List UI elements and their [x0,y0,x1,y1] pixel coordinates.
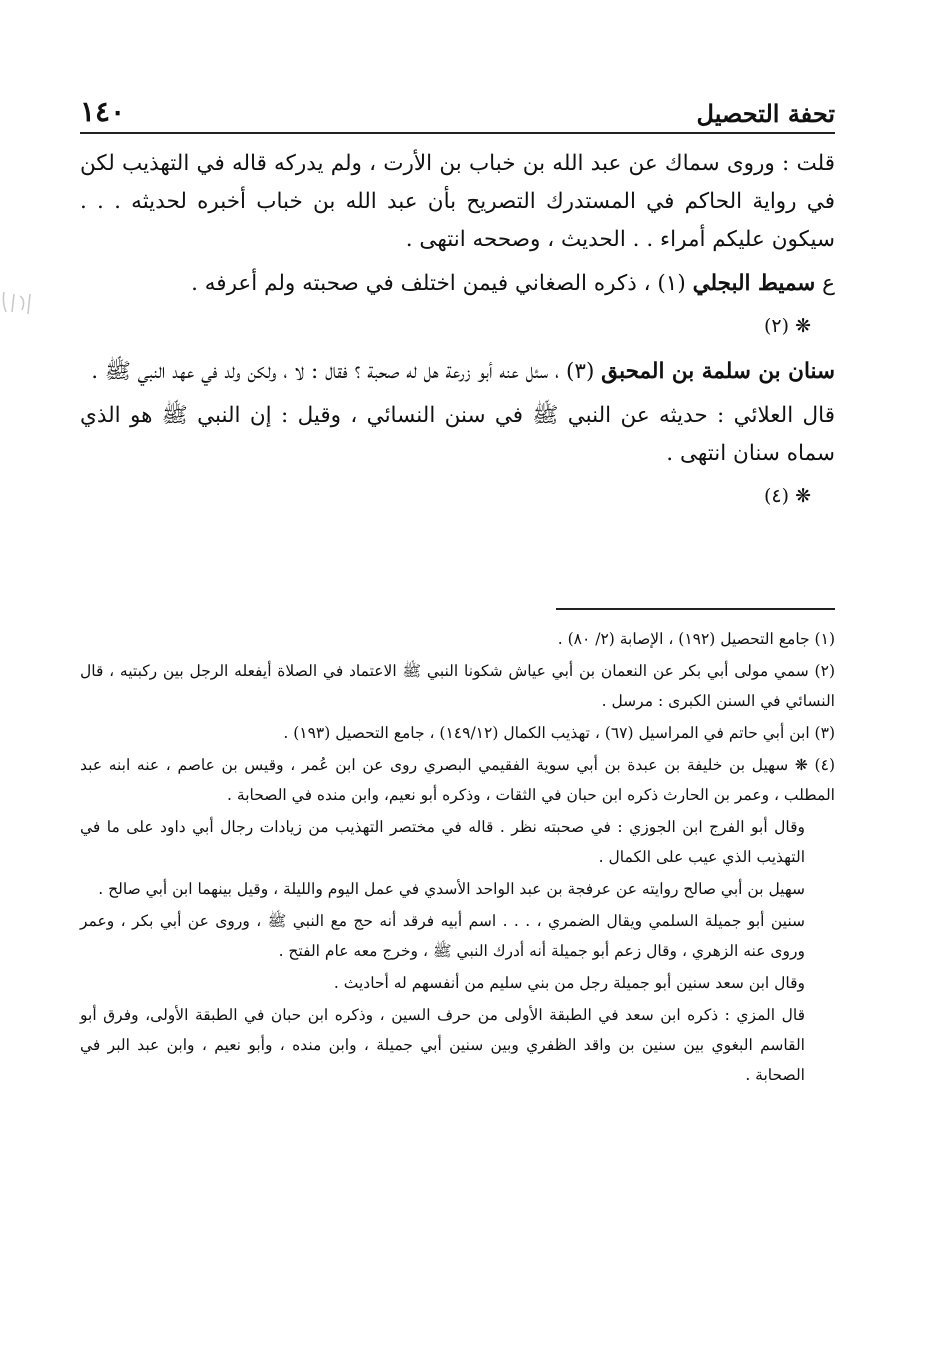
margin-scribble [0,286,38,318]
footnote-4-continuation: سهيل بن أبي صالح روايته عن عرفجة بن عبد الواحد الأسدي في عمل اليوم والليلة ، وقيل بينهما ابن أبي صالح . [98,880,805,898]
footnote-3: (٣) ابن أبي حاتم في المراسيل (٦٧) ، تهذيب الكمال (١٤٩/١٢) ، جامع التحصيل (١٩٣) . [283,724,835,742]
footnote-4-continuation: وقال ابن سعد سنين أبو جميلة رجل من بني سليم من أنفسهم له أحاديث . [333,974,805,992]
footnote-separator [556,608,835,610]
entry-name: سميط البجلي [692,271,816,296]
footnote-2: (٢) سمي مولى أبي بكر عن النعمان بن أبي عياش شكونا النبي ﷺ الاعتماد في الصلاة أيفعله الرجل بين ركبتيه ، قال النسائي في السنن الكبرى : مرسل . [80,662,835,710]
paragraph-alalai: قال العلائي : حديثه عن النبي ﷺ في سنن النسائي ، وقيل : إن النبي ﷺ هو الذي سماه سنان انتهى . [80,403,835,466]
paragraph-qult: قلت : وروى سماك عن عبد الله بن خباب بن الأرت ، ولم يدركه قاله في التهذيب لكن في رواية الحاكم في المستدرك التصريح بأن عبد الله بن خباب أخبره لحديثه . . . سيكون عليكم أمراء . . الحديث ، وصححه انتهى . [80,151,835,252]
entry-sinan [80,353,835,391]
footnotes [80,624,835,1092]
star-marker: ❋ (٢) [763,315,811,337]
entry-sumayt [80,265,835,303]
page-number: ١٤٠ [80,95,126,128]
entry-name: سنان بن سلمة بن المحبق [601,359,835,384]
entry-text: (١) ، ذكره الصغاني فيمن اختلف في صحبته ولم أعرفه . [191,271,693,296]
running-header [80,82,835,128]
main-text [80,145,835,523]
entry-prefix: ع [815,271,835,296]
footnote-4-continuation: سنين أبو جميلة السلمي ويقال الضمري ، . . . اسم أبيه فرقد أنه حج مع النبي ﷺ ، وروى عن أبي بكر ، وعمر وروى عنه الزهري ، وقال زعم أبو جميلة أنه أدرك النبي ﷺ ، وخرج معه عام الفتح . [80,912,805,960]
star-marker: ❋ (٤) [763,485,811,507]
entry-text: (٣) ، سئل عنه أبو زرعة هل له صحبة ؟ فقال : لا ، ولكن ولد في عهد النبي ﷺ . [91,359,602,384]
running-title: تحفة التحصيل [696,99,835,128]
header-rule [80,132,835,134]
footnote-4-continuation: وقال أبو الفرج ابن الجوزي : في صحبته نظر . قاله في مختصر التهذيب من زيادات رجال أبي داود على ما في التهذيب الذي عيب على الكمال . [80,818,805,866]
footnote-4: (٤) ❋ سهيل بن خليفة بن عبدة بن أبي سوية الفقيمي البصري روى عن ابن عُمر ، وقيس بن عاصم ، عنه ابنه عبد المطلب ، وعمر بن الحارث ذكره ابن حبان في الثقات ، وذكره أبو نعيم، وابن منده في الصحابة . [80,756,835,804]
footnote-1: (١) جامع التحصيل (١٩٢) ، الإصابة (٢/ ٨٠) . [557,630,835,648]
footnote-4-continuation: قال المزي : ذكره ابن سعد في الطبقة الأولى من حرف السين ، وذكره ابن حبان في الطبقة الأولى، وفرق أبو القاسم البغوي بين سنين بن واقد الظفري وبين سنين أبي جميلة ، وابن منده ، وأبو نعيم ، وابن عبد البر في الصحابة . [80,1006,805,1084]
